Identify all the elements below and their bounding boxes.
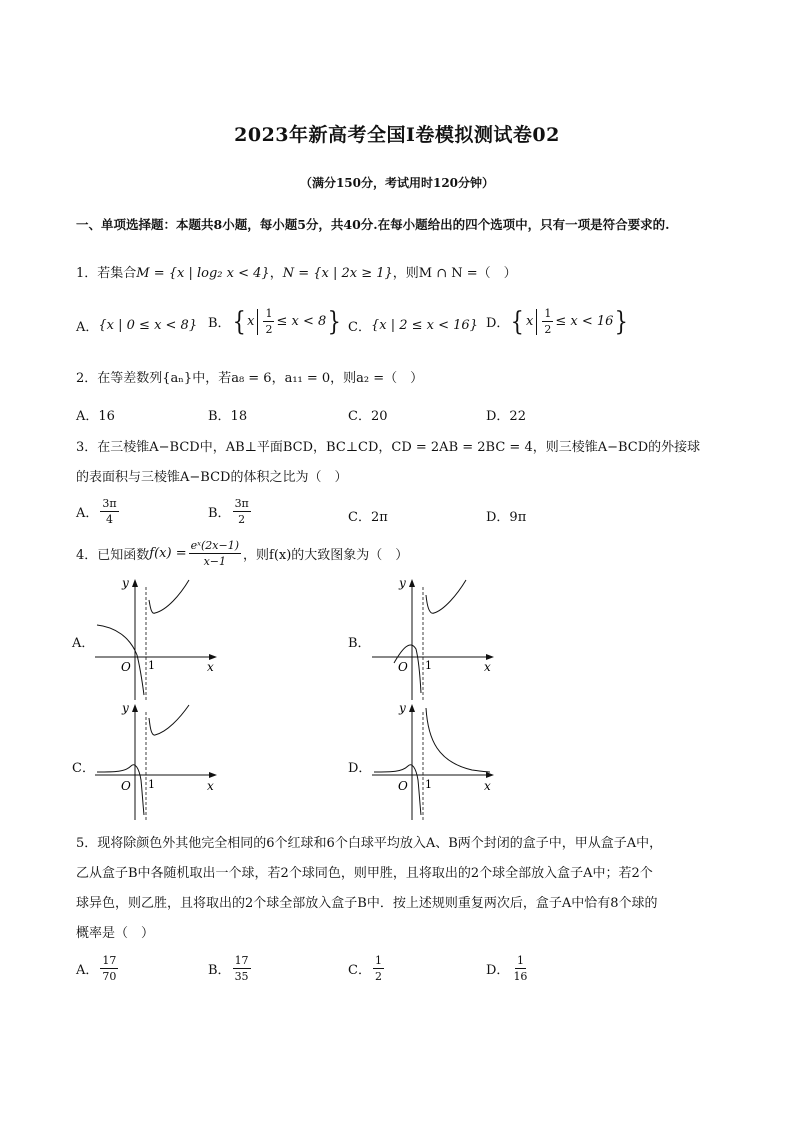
axis-one: 1 xyxy=(425,659,432,672)
question-5-line-4: 概率是（ ） xyxy=(76,926,155,941)
q3-option-a[interactable]: A． $\frac{3\pi}{4}$ xyxy=(76,497,117,526)
q4-option-b-label[interactable]: B． xyxy=(348,636,371,651)
q3-option-b[interactable]: B． $\frac{3\pi}{2}$ xyxy=(208,497,249,526)
q1-prefix: 1．若集合 xyxy=(76,266,137,281)
q5-option-b[interactable]: B． $\frac{17}{35}$ xyxy=(208,954,249,983)
q1-sep: ， xyxy=(269,266,283,281)
q4-graph-a[interactable] xyxy=(95,575,225,700)
q4-option-d-label[interactable]: D． xyxy=(348,761,372,776)
q1-set-m: M = {x | log₂ x < 4} xyxy=(136,266,270,281)
question-5-line-1: 5．现将除颜色外其他完全相同的6个红球和6个白球平均放入A、B两个封闭的盒子中，甲从盒子A中， xyxy=(76,836,663,851)
q2-option-d[interactable]: D．22 xyxy=(486,409,526,424)
q1-option-a[interactable]: A． {x | 0 ≤ x < 8} xyxy=(76,318,198,335)
q4-graph-c[interactable] xyxy=(95,700,225,820)
q1-option-a-text: {x | 0 ≤ x < 8} xyxy=(98,318,198,333)
page-subtitle: （满分150分，考试用时120分钟） xyxy=(299,176,495,190)
q2-option-b[interactable]: B．18 xyxy=(208,409,248,424)
q1-option-d[interactable]: D． { x $\frac{1}{2}$ ≤ x < 16 } xyxy=(486,306,629,337)
q3-option-d[interactable]: D．9π xyxy=(486,510,527,525)
question-5-line-3: 球异色，则乙胜，且将取出的2个球全部放入盒子B中．按上述规则重复两次后，盒子A中恰有8个球的 xyxy=(76,896,658,911)
axis-one: 1 xyxy=(148,659,155,672)
page-title: 2023年新高考全国Ⅰ卷模拟测试卷02 xyxy=(234,124,560,146)
question-3-line-2: 的表面积与三棱锥A−BCD的体积之比为（ ） xyxy=(76,470,348,485)
axis-y-label: y xyxy=(399,576,406,590)
q2-option-c[interactable]: C．20 xyxy=(348,409,388,424)
q4-option-a-label[interactable]: A． xyxy=(72,636,95,651)
axis-origin: O xyxy=(121,660,131,674)
q4-option-c-label[interactable]: C． xyxy=(72,761,95,776)
q4-graph-d[interactable] xyxy=(372,700,502,820)
question-5-line-2: 乙从盒子B中各随机取出一个球，若2个球同色，则甲胜，且将取出的2个球全部放入盒子A中；若2个 xyxy=(76,866,653,881)
question-2: 2．在等差数列{aₙ}中，若a₈ = 6，a₁₁ = 0，则a₂ =（ ） xyxy=(76,371,424,386)
axis-y-label: y xyxy=(399,701,406,715)
q1-suffix: ，则M ∩ N =（ ） xyxy=(392,266,517,281)
section-heading: 一、单项选择题：本题共8小题，每小题5分，共40分.在每小题给出的四个选项中，只有一项是符合要求的. xyxy=(76,217,670,232)
q1-option-c[interactable]: C． {x | 2 ≤ x < 16} xyxy=(348,318,478,335)
axis-one: 1 xyxy=(425,778,432,791)
q1-set-n: N = {x | 2x ≥ 1} xyxy=(282,266,393,281)
question-3-line-1: 3．在三棱锥A−BCD中，AB⊥平面BCD，BC⊥CD，CD = 2AB = 2BC = 4，则三棱锥A−BCD的外接球 xyxy=(76,440,701,455)
q4-graph-b[interactable] xyxy=(372,575,502,700)
q3-option-c[interactable]: C．2π xyxy=(348,510,388,525)
question-1 xyxy=(76,264,517,284)
axis-x-label: x xyxy=(207,779,214,793)
axis-x-label: x xyxy=(207,660,214,674)
question-4: 4．已知函数 f(x) = $\frac{\text{eˣ(2x−1)}}{x-1}$ ，则f(x)的大致图象为（ ） xyxy=(76,539,409,568)
q2-option-a[interactable]: A．16 xyxy=(76,409,115,424)
q5-option-d[interactable]: D． $\frac{1}{16}$ xyxy=(486,954,528,983)
q1-option-c-text: {x | 2 ≤ x < 16} xyxy=(370,318,478,333)
axis-x-label: x xyxy=(484,660,491,674)
axis-origin: O xyxy=(398,660,408,674)
axis-x-label: x xyxy=(484,779,491,793)
q5-option-c[interactable]: C． $\frac{1}{2}$ xyxy=(348,954,382,983)
axis-one: 1 xyxy=(148,778,155,791)
axis-origin: O xyxy=(398,779,408,793)
axis-y-label: y xyxy=(122,701,129,715)
q5-option-a[interactable]: A． $\frac{17}{70}$ xyxy=(76,954,117,983)
axis-y-label: y xyxy=(122,576,129,590)
q1-option-b[interactable]: B． { x $\frac{1}{2}$ ≤ x < 8 } xyxy=(208,306,342,337)
axis-origin: O xyxy=(121,779,131,793)
